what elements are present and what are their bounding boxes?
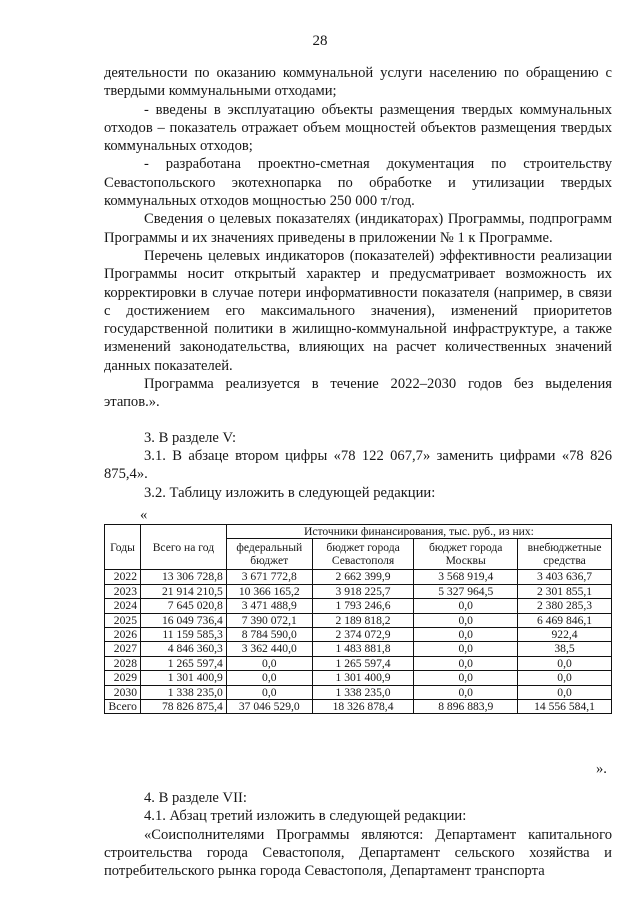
cell-federal: 37 046 529,0 bbox=[226, 700, 312, 714]
cell-moscow: 0,0 bbox=[414, 685, 518, 699]
cell-moscow: 5 327 964,5 bbox=[414, 584, 518, 598]
table-total-row bbox=[105, 700, 612, 714]
cell-moscow: 0,0 bbox=[414, 642, 518, 656]
cell-year: 2028 bbox=[105, 656, 141, 670]
header-sources-group: Источники финансирования, тыс. руб., из них: bbox=[226, 525, 611, 539]
header-federal: федеральный бюджет bbox=[226, 539, 312, 570]
cell-year: 2023 bbox=[105, 584, 141, 598]
cell-total: 11 159 585,3 bbox=[140, 628, 226, 642]
open-quote: « bbox=[140, 507, 148, 523]
cell-total: 13 306 728,8 bbox=[140, 570, 226, 584]
cell-extra: 14 556 584,1 bbox=[518, 700, 612, 714]
cell-sevastopol: 3 918 225,7 bbox=[312, 584, 414, 598]
header-extra: внебюджетные средства bbox=[518, 539, 612, 570]
cell-moscow: 0,0 bbox=[414, 613, 518, 627]
cell-moscow: 8 896 883,9 bbox=[414, 700, 518, 714]
cell-sevastopol: 2 374 072,9 bbox=[312, 628, 414, 642]
cell-extra: 6 469 846,1 bbox=[518, 613, 612, 627]
cell-federal: 8 784 590,0 bbox=[226, 628, 312, 642]
cell-federal: 3 671 772,8 bbox=[226, 570, 312, 584]
cell-year: 2027 bbox=[105, 642, 141, 656]
cell-sevastopol: 1 301 400,9 bbox=[312, 671, 414, 685]
cell-year: 2029 bbox=[105, 671, 141, 685]
paragraph: Сведения о целевых показателях (индикаторах) Программы, подпрограмм Программы и их значениях приведены в приложении № 1 к Программе. bbox=[104, 211, 612, 246]
cell-sevastopol: 2 189 818,2 bbox=[312, 613, 414, 627]
cell-year: Всего bbox=[105, 700, 141, 714]
cell-year: 2030 bbox=[105, 685, 141, 699]
cell-extra: 0,0 bbox=[518, 656, 612, 670]
paragraph: 3.1. В абзаце втором цифры «78 122 067,7» заменить цифрами «78 826 875,4». bbox=[104, 447, 612, 483]
header-moscow: бюджет города Москвы bbox=[414, 539, 518, 570]
table-row bbox=[105, 584, 612, 598]
paragraph: деятельности по оказанию коммунальной услуги населению по обращению с твердыми коммунальными отходами; bbox=[104, 65, 612, 100]
cell-federal: 7 390 072,1 bbox=[226, 613, 312, 627]
cell-federal: 3 362 440,0 bbox=[226, 642, 312, 656]
cell-total: 1 265 597,4 bbox=[140, 656, 226, 670]
cell-federal: 0,0 bbox=[226, 685, 312, 699]
cell-total: 4 846 360,3 bbox=[140, 642, 226, 656]
paragraph: Перечень целевых индикаторов (показателей) эффективности реализации Программы носит открытый характер и предусматривает возможность их корректировки в случае потери информативности показателя (например, в связи с достижением его максимального значения), изменений приоритетов государственной политики в жилищно-коммунальной инфраструктуре, а также изменений законодательства, влияющих на расчет количественных значений данных показателей. bbox=[104, 247, 612, 374]
cell-year: 2022 bbox=[105, 570, 141, 584]
cell-total: 1 301 400,9 bbox=[140, 671, 226, 685]
cell-extra: 0,0 bbox=[518, 685, 612, 699]
table-row bbox=[105, 628, 612, 642]
paragraph: «Соисполнителями Программы являются: Департамент капитального строительства города Севастополя, Департамент сельского хозяйства и потребительского рынка города Севастополя, Департамент транспорта bbox=[104, 826, 612, 880]
body-text-top bbox=[104, 64, 612, 502]
cell-moscow: 3 568 919,4 bbox=[414, 570, 518, 584]
cell-moscow: 0,0 bbox=[414, 671, 518, 685]
cell-federal: 0,0 bbox=[226, 656, 312, 670]
cell-total: 21 914 210,5 bbox=[140, 584, 226, 598]
paragraph: 3.2. Таблицу изложить в следующей редакции: bbox=[144, 484, 436, 501]
header-total: Всего на год bbox=[140, 525, 226, 570]
body-text-bottom bbox=[104, 789, 612, 880]
cell-moscow: 0,0 bbox=[414, 656, 518, 670]
paragraph: 4.1. Абзац третий изложить в следующей редакции: bbox=[144, 808, 467, 825]
cell-year: 2025 bbox=[105, 613, 141, 627]
cell-total: 7 645 020,8 bbox=[140, 599, 226, 613]
cell-moscow: 0,0 bbox=[414, 628, 518, 642]
page-number: 28 bbox=[312, 33, 328, 49]
section-heading: 3. В разделе V: bbox=[144, 429, 237, 446]
cell-year: 2024 bbox=[105, 599, 141, 613]
cell-federal: 10 366 165,2 bbox=[226, 584, 312, 598]
cell-sevastopol: 1 338 235,0 bbox=[312, 685, 414, 699]
table-row bbox=[105, 671, 612, 685]
cell-federal: 3 471 488,9 bbox=[226, 599, 312, 613]
paragraph: - введены в эксплуатацию объекты размещения твердых коммунальных отходов – показатель отражает объем мощностей объектов размещения твердых коммунальных отходов; bbox=[104, 101, 612, 155]
table-row bbox=[105, 685, 612, 699]
cell-extra: 2 380 285,3 bbox=[518, 599, 612, 613]
cell-year: 2026 bbox=[105, 628, 141, 642]
table-row bbox=[105, 599, 612, 613]
cell-extra: 38,5 bbox=[518, 642, 612, 656]
cell-sevastopol: 18 326 878,4 bbox=[312, 700, 414, 714]
cell-sevastopol: 1 793 246,6 bbox=[312, 599, 414, 613]
cell-total: 16 049 736,4 bbox=[140, 613, 226, 627]
cell-extra: 2 301 855,1 bbox=[518, 584, 612, 598]
cell-federal: 0,0 bbox=[226, 671, 312, 685]
cell-sevastopol: 1 483 881,8 bbox=[312, 642, 414, 656]
cell-sevastopol: 1 265 597,4 bbox=[312, 656, 414, 670]
cell-sevastopol: 2 662 399,9 bbox=[312, 570, 414, 584]
header-sevastopol: бюджет города Севастополя bbox=[312, 539, 414, 570]
table-row bbox=[105, 570, 612, 584]
cell-extra: 3 403 636,7 bbox=[518, 570, 612, 584]
table-row bbox=[105, 642, 612, 656]
cell-moscow: 0,0 bbox=[414, 599, 518, 613]
header-year: Годы bbox=[105, 525, 141, 570]
table-row bbox=[105, 613, 612, 627]
financing-table bbox=[104, 524, 612, 714]
paragraph: - разработана проектно-сметная документация по строительству Севастопольского экотехнопарка по обработке и утилизации твердых коммунальных отходов мощностью 250 000 т/год. bbox=[104, 156, 612, 210]
cell-extra: 0,0 bbox=[518, 671, 612, 685]
cell-extra: 922,4 bbox=[518, 628, 612, 642]
cell-total: 1 338 235,0 bbox=[140, 685, 226, 699]
cell-total: 78 826 875,4 bbox=[140, 700, 226, 714]
table-row bbox=[105, 656, 612, 670]
close-quote: ». bbox=[596, 761, 607, 777]
section-heading: 4. В разделе VII: bbox=[144, 790, 247, 806]
paragraph: Программа реализуется в течение 2022–2030 годов без выделения этапов.». bbox=[104, 376, 612, 411]
